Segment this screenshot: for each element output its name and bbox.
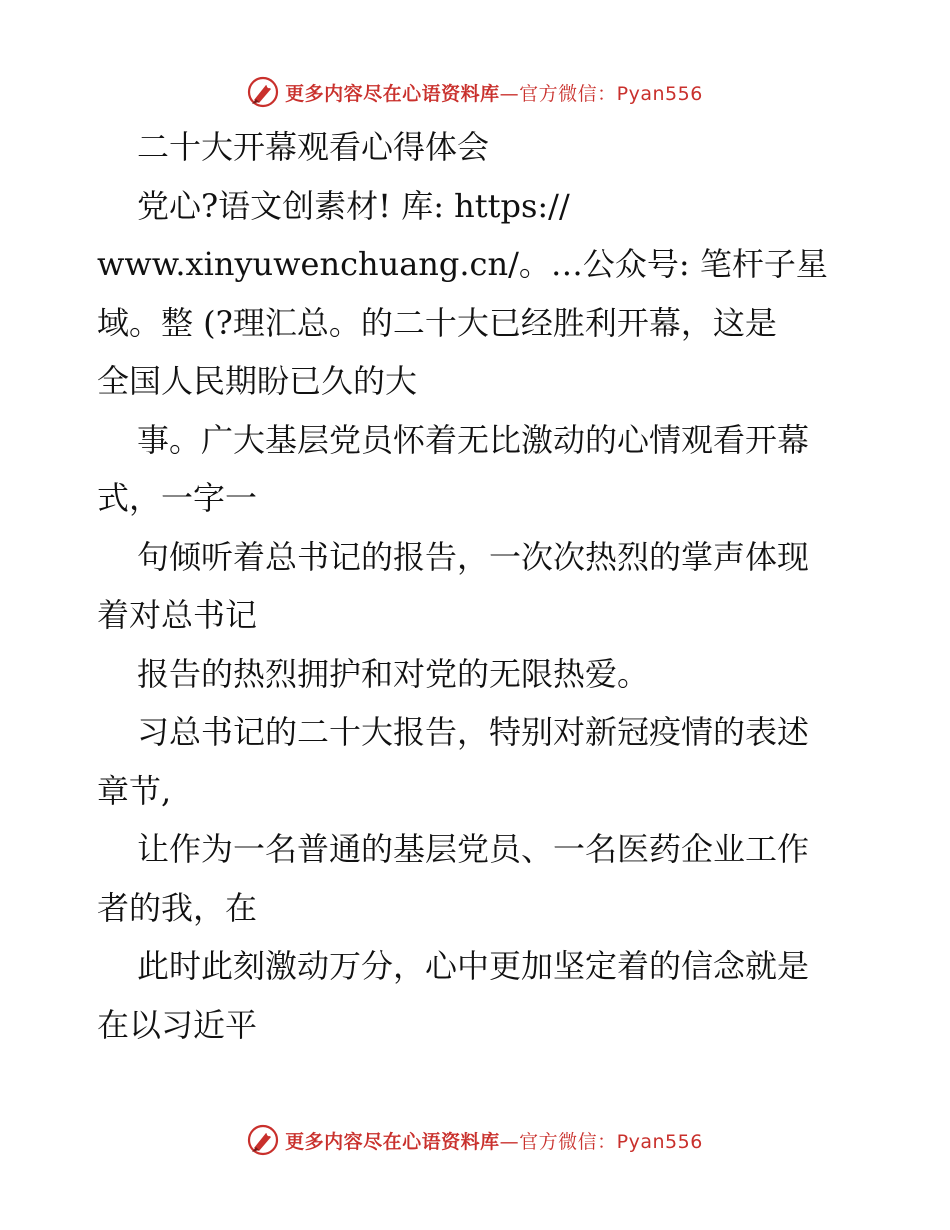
doc-line: 习总书记的二十大报告，特别对新冠疫情的表述 xyxy=(137,713,810,751)
document-body xyxy=(97,118,857,1054)
doc-line: 着对总书记 xyxy=(97,596,258,634)
doc-line: www.xinyuwenchuang.cn/。…公众号: 笔杆子星 xyxy=(97,245,828,283)
doc-title: 二十大开幕观看心得体会 xyxy=(137,128,490,166)
footer-banner xyxy=(0,1120,950,1160)
header-dash: — xyxy=(499,82,520,105)
header-wechat: 官方微信：Pyan556 xyxy=(519,82,703,105)
footer-dash: — xyxy=(499,1130,520,1153)
footer-banner-text xyxy=(285,1127,703,1154)
doc-line: 域。整 (?理汇总。的二十大已经胜利开幕，这是 xyxy=(97,303,777,342)
doc-line: 者的我，在 xyxy=(97,888,258,927)
doc-line: 式，一字一 xyxy=(97,479,258,517)
header-banner-text xyxy=(285,79,703,106)
doc-line: 让作为一名普通的基层党员、一名医药企业工作 xyxy=(137,830,810,868)
pen-logo-icon xyxy=(247,76,279,108)
doc-line: 此时此刻激动万分，心中更加坚定着的信念就是 xyxy=(137,947,810,985)
doc-line: 事。广大基层党员怀着无比激动的心情观看开幕 xyxy=(137,420,810,459)
header-slogan: 更多内容尽在心语资料库 xyxy=(285,82,500,105)
footer-wechat: 官方微信：Pyan556 xyxy=(519,1130,703,1153)
header-banner xyxy=(0,72,950,112)
doc-line: 句倾听着总书记的报告，一次次热烈的掌声体现 xyxy=(137,537,810,576)
footer-slogan: 更多内容尽在心语资料库 xyxy=(285,1130,500,1153)
doc-line: 章节, xyxy=(97,771,172,810)
doc-line: 报告的热烈拥护和对党的无限热爱。 xyxy=(137,654,650,693)
doc-line: 党心?语文创素材! 库: https:// xyxy=(137,186,570,225)
pen-logo-icon xyxy=(247,1124,279,1156)
doc-line: 全国人民期盼已久的大 xyxy=(97,362,418,400)
doc-line: 在以习近平 xyxy=(97,1005,258,1044)
